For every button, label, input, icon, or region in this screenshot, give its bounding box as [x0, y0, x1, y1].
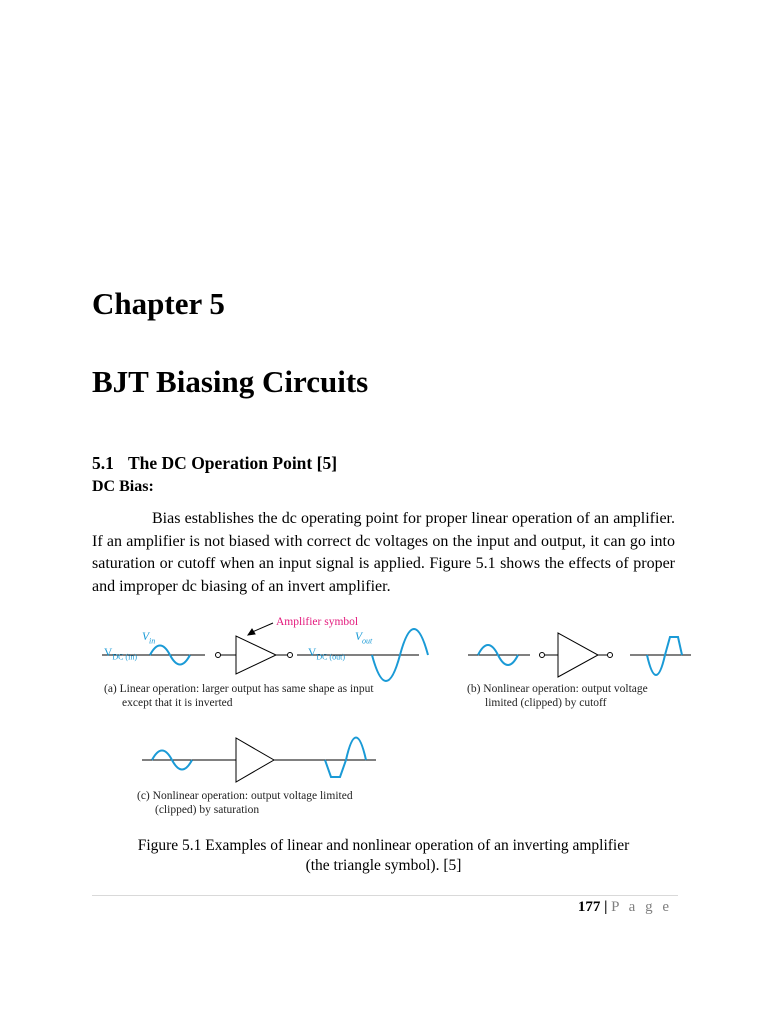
callout-arrowhead — [248, 629, 255, 635]
caption-line-1: Figure 5.1 Examples of linear and nonlinear operation of an inverting amplifier — [137, 837, 630, 854]
caption-line-2: (the triangle symbol). [5] — [305, 857, 462, 874]
page-footer — [578, 899, 672, 916]
subheading: DC Bias: — [92, 478, 154, 495]
page-number: 177 — [577, 899, 601, 915]
chapter-title: BJT Biasing Circuits — [92, 364, 369, 399]
panel-c — [142, 738, 376, 783]
figure-caption — [92, 836, 675, 876]
page-word: P a g e — [611, 899, 672, 915]
section-heading — [92, 453, 337, 474]
chapter-number: Chapter 5 — [92, 286, 225, 321]
amplifier-symbol-label: Amplifier symbol — [276, 616, 359, 628]
v-in-label: $V_{in}$ — [142, 631, 156, 646]
figure-diagram — [90, 605, 710, 820]
footer-separator: | — [604, 899, 608, 915]
v-out-label: $V_{out}$ — [355, 631, 373, 646]
vdc-in-label: $V_{DC (in)}$ — [104, 647, 137, 662]
amplifier-triangle-b — [558, 633, 598, 677]
input-terminal-a — [216, 653, 221, 658]
body-paragraph — [92, 508, 675, 598]
output-terminal-b — [608, 653, 613, 658]
output-wave-c — [325, 738, 366, 778]
figure-5-1 — [90, 605, 710, 820]
caption-a: (a) Linear operation: larger output has same shape as input except that it is inverted — [104, 683, 374, 709]
output-terminal-a — [288, 653, 293, 658]
amplifier-triangle-a — [236, 636, 276, 674]
caption-c: (c) Nonlinear operation: output voltage limited (clipped) by saturation — [137, 790, 353, 816]
amplifier-callout — [248, 623, 273, 635]
paragraph-text: Bias establishes the dc operating point for proper linear operation of an amplifier. If an amplifier is not biased with correct dc voltages on the input and output, it can go into saturation or cutoff when an input signal is applied. Figure 5.1 shows the effects of proper and improper dc biasing of an invert amplifier. — [92, 510, 675, 595]
footer-divider — [92, 895, 678, 896]
section-number: 5.1 — [92, 453, 114, 473]
panel-b — [468, 633, 691, 677]
output-wave-b — [647, 637, 682, 675]
caption-b: (b) Nonlinear operation: output voltage limited (clipped) by cutoff — [467, 683, 648, 709]
input-terminal-b — [540, 653, 545, 658]
section-title: The DC Operation Point [5] — [128, 453, 338, 473]
vdc-out-label: $V_{DC (out)}$ — [308, 647, 345, 662]
amplifier-triangle-c — [236, 738, 274, 782]
